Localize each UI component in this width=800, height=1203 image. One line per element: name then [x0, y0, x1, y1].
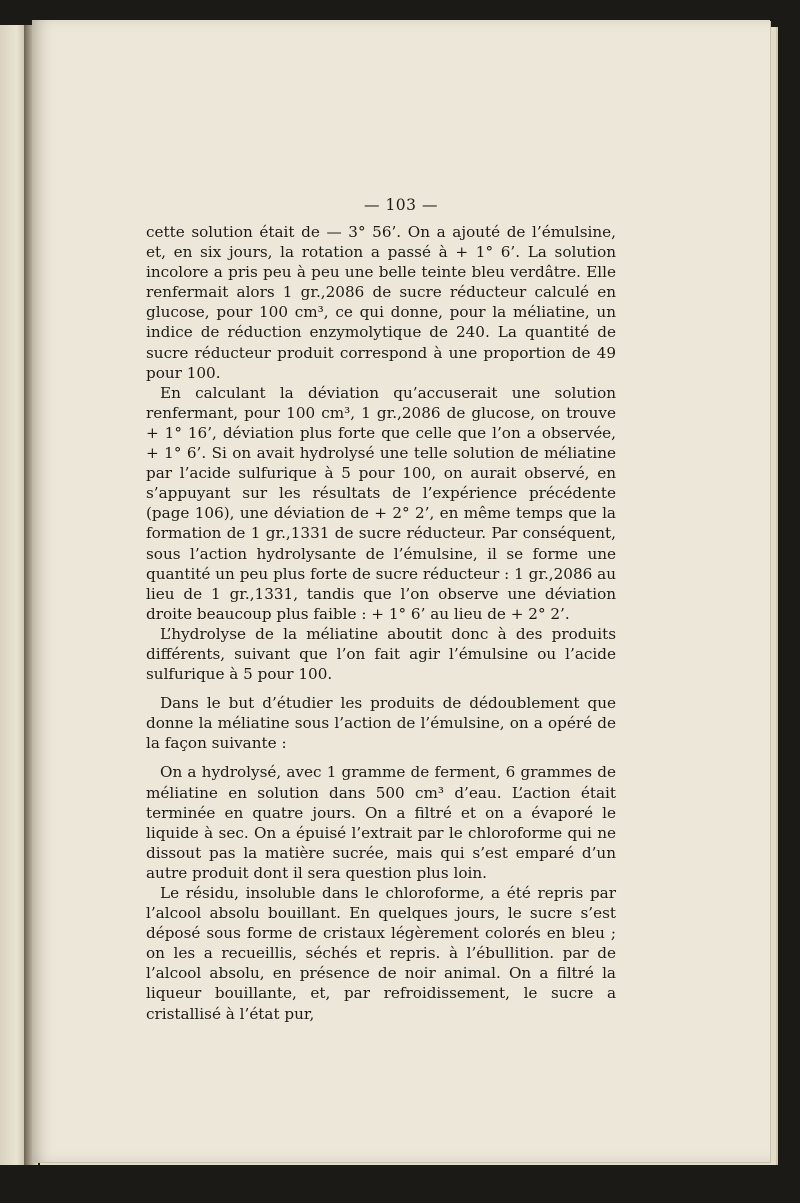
- paragraph-6: Le résidu, insoluble dans le chloroforme, a été repris par l’alcool absolu bouillant. En quelques jours, le sucre s’est déposé sous forme de cristaux légèrement colorés en bleu ; on les a recueillis, séchés et repris. à l’ébullition. par de l’alcool absolu, en présence de noir animal. On a filtré la liqueur bouillante, et, par refroidissement, le sucre a cristallisé à l’état pur,: [146, 884, 616, 1023]
- paragraph-1: cette solution était de — 3° 56’. On a ajouté de l’émulsine, et, en six jours, la rotation a passé à + 1° 6’. La solution incolore a pris peu à peu une belle teinte bleu verdâtre. Elle renfermait alors 1 gr.,2086 de sucre réducteur calculé en glucose, pour 100 cm³, ce qui donne, pour la méliatine, un indice de réduction enzymolytique de 240. La quantité de sucre réducteur produit correspond à une proportion de 49 pour 100.: [146, 223, 616, 382]
- page-number: — 103 —: [364, 196, 438, 214]
- paragraph-4: Dans le but d’étudier les produits de dédoublement que donne la méliatine sous l’action de l’émulsine, on a opéré de la façon suivante :: [146, 694, 616, 753]
- paragraph-2: En calculant la déviation qu’accuserait une solution renfermant, pour 100 cm³, 1 gr.,2086 de glucose, on trouve + 1° 16’, déviation plus forte que celle que l’on a observée, + 1° 6’. Si on avait hydrolysé une telle solution de méliatine par l’acide sulfurique à 5 pour 100, on aurait observé, en s’appuyant sur les résultats de l’expérience précédente (page 106), une déviation de + 2° 2’, en même temps que la formation de 1 gr.,1331 de sucre réducteur. Par conséquent, sous l’action hydrolysante de l’émulsine, il se forme une quantité un peu plus forte de sucre réducteur : 1 gr.,2086 au lieu de 1 gr.,1331, tandis que l’on observe une déviation droite beaucoup plus faible : + 1° 6’ au lieu de + 2° 2’.: [146, 383, 616, 623]
- paragraph-3: L’hydrolyse de la méliatine aboutit donc à des produits différents, suivant que l’on fait agir l’émulsine ou l’acide sulfurique à 5 pour 100.: [146, 624, 616, 684]
- paragraph-5: On a hydrolysé, avec 1 gramme de ferment, 6 grammes de méliatine en solution dans 500 cm³ d’eau. L’action était terminée en quatre jours. On a filtré et on a évaporé le liquide à sec. On a épuisé l’extrait par le chloroforme qui ne dissout pas la matière sucrée, mais qui s’est emparé d’un autre produit dont il sera question plus loin.: [146, 763, 616, 882]
- body-text: [146, 222, 616, 1024]
- facing-page-edge: [0, 25, 25, 1165]
- book-page: [32, 20, 770, 1162]
